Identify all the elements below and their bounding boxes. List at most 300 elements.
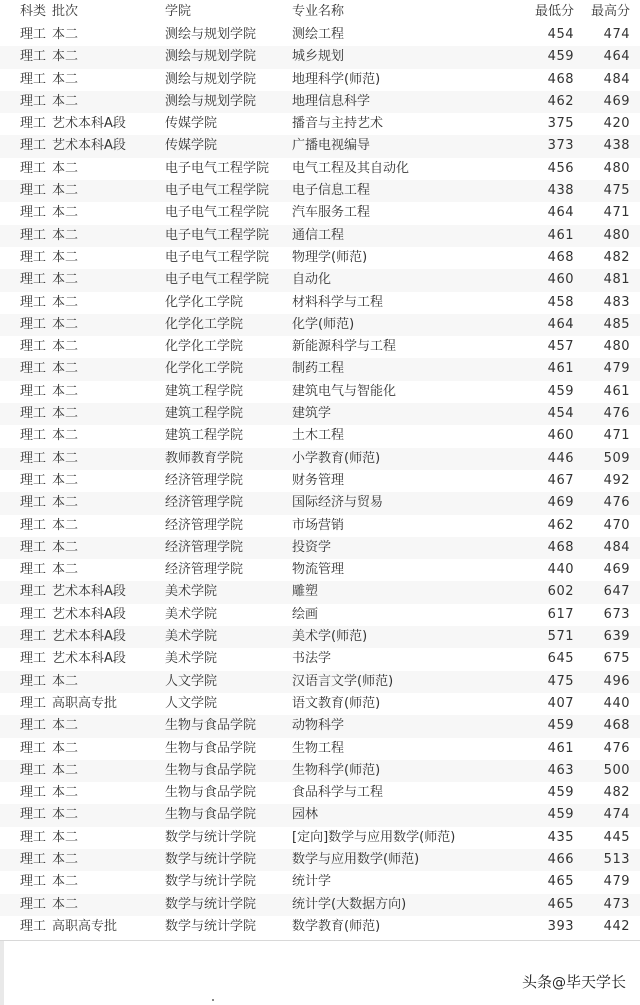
cell-batch: 本二 [52,183,79,199]
cell-college: 测绘与规划学院 [165,27,257,42]
table-row [0,559,640,581]
cell-max-score: 479 [603,361,630,377]
cell-subject-type: 理工 [20,49,47,65]
cell-max-score: 469 [603,93,630,109]
cell-max-score: 484 [603,539,630,555]
table-row [0,626,640,648]
cell-major-name: 通信工程 [292,227,345,243]
table-row [0,314,640,336]
cell-subject-type: 理工 [20,472,47,488]
watermark-handle: 毕天学长 [565,973,626,991]
cell-major-name: 生物科学(师范) [292,762,381,778]
cell-college: 美术学院 [165,629,218,645]
table-row [0,46,640,68]
cell-major-name: 地理信息科学 [292,93,371,109]
cell-min-score: 373 [547,138,574,154]
cell-major-name: 测绘工程 [292,27,345,42]
cell-major-name: 汽车服务工程 [292,205,371,221]
table-row [0,604,640,626]
cell-batch: 本二 [52,272,79,288]
cell-subject-type: 理工 [20,339,47,355]
cell-min-score: 617 [547,606,574,622]
cell-batch: 本二 [52,851,79,867]
cell-subject-type: 理工 [20,406,47,422]
cell-max-score: 475 [603,183,630,199]
header-subject-type: 科类 [20,4,47,19]
cell-subject-type: 理工 [20,785,47,801]
cell-college: 美术学院 [165,584,218,600]
cell-major-name: 国际经济与贸易 [292,495,384,511]
table-row [0,916,640,938]
cell-batch: 本二 [52,562,79,578]
cell-batch: 艺术本科A段 [52,651,126,667]
cell-major-name: 物理学(师范) [292,249,368,265]
source-watermark [522,971,626,992]
cell-major-name: 新能源科学与工程 [292,339,397,355]
cell-batch: 本二 [52,428,79,444]
small-dot-mark [212,999,214,1001]
cell-min-score: 375 [547,116,574,132]
table-row [0,515,640,537]
cell-batch: 本二 [52,740,79,756]
cell-subject-type: 理工 [20,450,47,466]
cell-batch: 本二 [52,316,79,332]
cell-major-name: 建筑学 [292,406,332,422]
cell-max-score: 485 [603,316,630,332]
cell-max-score: 461 [603,383,630,399]
table-row [0,358,640,380]
cell-min-score: 460 [547,428,574,444]
cell-min-score: 571 [547,629,574,645]
cell-subject-type: 理工 [20,93,47,109]
cell-college: 生物与食品学院 [165,762,257,778]
cell-min-score: 467 [547,472,574,488]
cell-major-name: 广播电视编导 [292,138,371,154]
cell-max-score: 509 [603,450,630,466]
table-row [0,693,640,715]
cell-max-score: 474 [603,807,630,823]
cell-min-score: 461 [547,361,574,377]
cell-subject-type: 理工 [20,138,47,154]
cell-min-score: 435 [547,829,574,845]
cell-max-score: 500 [603,762,630,778]
cell-college: 教师教育学院 [165,450,244,466]
table-row [0,827,640,849]
cell-subject-type: 理工 [20,205,47,221]
cell-college: 人文学院 [165,673,218,689]
cell-min-score: 465 [547,874,574,890]
cell-college: 电子电气工程学院 [165,227,270,243]
cell-subject-type: 理工 [20,896,47,912]
cell-subject-type: 理工 [20,116,47,132]
table-row [0,91,640,113]
cell-max-score: 469 [603,562,630,578]
cell-major-name: 汉语言文学(师范) [292,673,394,689]
cell-college: 测绘与规划学院 [165,93,257,109]
cell-major-name: 自动化 [292,272,332,288]
cell-college: 生物与食品学院 [165,718,257,734]
cell-major-name: 雕塑 [292,584,319,600]
cell-major-name: 动物科学 [292,718,345,734]
cell-major-name: 化学(师范) [292,316,355,332]
table-row [0,269,640,291]
cell-min-score: 459 [547,718,574,734]
cell-subject-type: 理工 [20,249,47,265]
cell-max-score: 483 [603,294,630,310]
header-batch: 批次 [52,4,79,19]
cell-college: 化学化工学院 [165,361,244,377]
cell-subject-type: 理工 [20,740,47,756]
cell-batch: 本二 [52,339,79,355]
cell-subject-type: 理工 [20,517,47,533]
watermark-at: @ [551,975,566,991]
cell-college: 经济管理学院 [165,495,244,511]
table-row [0,804,640,826]
cell-batch: 本二 [52,517,79,533]
cell-min-score: 645 [547,651,574,667]
cell-subject-type: 理工 [20,316,47,332]
cell-major-name: 播音与主持艺术 [292,116,384,132]
header-major-name: 专业名称 [292,4,345,19]
cell-min-score: 393 [547,918,574,934]
cell-batch: 本二 [52,49,79,65]
cell-college: 美术学院 [165,651,218,667]
table-row [0,247,640,269]
cell-college: 经济管理学院 [165,562,244,578]
cell-max-score: 492 [603,472,630,488]
cell-max-score: 468 [603,718,630,734]
cell-subject-type: 理工 [20,584,47,600]
cell-major-name: 物流管理 [292,562,345,578]
table-row [0,782,640,804]
cell-max-score: 639 [603,629,630,645]
cell-subject-type: 理工 [20,718,47,734]
cell-subject-type: 理工 [20,562,47,578]
cell-subject-type: 理工 [20,695,47,711]
cell-batch: 本二 [52,93,79,109]
cell-college: 生物与食品学院 [165,740,257,756]
cell-max-score: 470 [603,517,630,533]
cell-max-score: 480 [603,227,630,243]
cell-min-score: 459 [547,383,574,399]
cell-batch: 本二 [52,383,79,399]
table-row [0,425,640,447]
cell-college: 传媒学院 [165,116,218,132]
table-row [0,671,640,693]
cell-max-score: 476 [603,406,630,422]
cell-subject-type: 理工 [20,762,47,778]
cell-max-score: 440 [603,695,630,711]
cell-max-score: 480 [603,339,630,355]
cell-batch: 本二 [52,718,79,734]
cell-college: 经济管理学院 [165,517,244,533]
cell-college: 化学化工学院 [165,339,244,355]
cell-subject-type: 理工 [20,606,47,622]
table-row [0,470,640,492]
cell-batch: 本二 [52,539,79,555]
cell-major-name: 小学教育(师范) [292,450,381,466]
cell-college: 化学化工学院 [165,316,244,332]
cell-max-score: 420 [603,116,630,132]
cell-min-score: 462 [547,517,574,533]
cell-subject-type: 理工 [20,160,47,176]
cell-major-name: 地理科学(师范) [292,71,381,87]
cell-min-score: 446 [547,450,574,466]
cell-major-name: 食品科学与工程 [292,785,384,801]
cell-major-name: 财务管理 [292,472,345,488]
cell-min-score: 454 [547,406,574,422]
cell-batch: 本二 [52,785,79,801]
cell-subject-type: 理工 [20,539,47,555]
cell-min-score: 459 [547,807,574,823]
cell-subject-type: 理工 [20,383,47,399]
cell-major-name: 绘画 [292,606,319,622]
cell-batch: 本二 [52,472,79,488]
cell-major-name: 生物工程 [292,740,345,756]
cell-min-score: 464 [547,205,574,221]
cell-min-score: 468 [547,539,574,555]
cell-college: 生物与食品学院 [165,807,257,823]
cell-batch: 本二 [52,71,79,87]
table-row [0,69,640,91]
cell-max-score: 673 [603,606,630,622]
cell-major-name: [定向]数学与应用数学(师范) [292,829,456,845]
table-row [0,648,640,670]
cell-major-name: 城乡规划 [292,49,345,65]
table-body [0,24,640,938]
cell-max-score: 675 [603,651,630,667]
cell-college: 建筑工程学院 [165,428,244,444]
cell-batch: 本二 [52,27,79,42]
cell-min-score: 461 [547,227,574,243]
cell-subject-type: 理工 [20,874,47,890]
cell-max-score: 445 [603,829,630,845]
cell-college: 测绘与规划学院 [165,71,257,87]
cell-subject-type: 理工 [20,428,47,444]
cell-batch: 本二 [52,361,79,377]
table-row [0,715,640,737]
cell-min-score: 438 [547,183,574,199]
cell-max-score: 647 [603,584,630,600]
header-min-score: 最低分 [534,4,574,19]
cell-subject-type: 理工 [20,807,47,823]
cell-subject-type: 理工 [20,183,47,199]
table-row [0,381,640,403]
cell-college: 建筑工程学院 [165,406,244,422]
cell-min-score: 462 [547,93,574,109]
cell-major-name: 统计学(大数据方向) [292,896,407,912]
table-row [0,537,640,559]
cell-max-score: 513 [603,851,630,867]
cell-min-score: 454 [547,27,574,42]
cell-batch: 本二 [52,896,79,912]
cell-max-score: 442 [603,918,630,934]
cell-min-score: 463 [547,762,574,778]
watermark-prefix: 头条 [521,973,552,991]
cell-max-score: 474 [603,27,630,42]
cell-min-score: 468 [547,71,574,87]
cell-major-name: 投资学 [292,539,332,555]
cell-max-score: 473 [603,896,630,912]
cell-college: 经济管理学院 [165,472,244,488]
cell-min-score: 460 [547,272,574,288]
cell-subject-type: 理工 [20,851,47,867]
cell-batch: 本二 [52,450,79,466]
cell-major-name: 数学与应用数学(师范) [292,851,420,867]
cell-major-name: 统计学 [292,874,332,890]
cell-batch: 本二 [52,762,79,778]
cell-batch: 本二 [52,406,79,422]
cell-batch: 本二 [52,495,79,511]
cell-min-score: 459 [547,49,574,65]
cell-subject-type: 理工 [20,272,47,288]
cell-min-score: 440 [547,562,574,578]
cell-major-name: 电气工程及其自动化 [292,160,410,176]
cell-major-name: 园林 [292,807,319,823]
cell-max-score: 482 [603,249,630,265]
table-row [0,135,640,157]
cell-major-name: 材料科学与工程 [292,294,384,310]
cell-min-score: 469 [547,495,574,511]
cell-min-score: 602 [547,584,574,600]
cell-major-name: 语文教育(师范) [292,695,381,711]
cell-subject-type: 理工 [20,918,47,934]
cell-max-score: 496 [603,673,630,689]
cell-college: 建筑工程学院 [165,383,244,399]
cell-college: 经济管理学院 [165,539,244,555]
cell-max-score: 464 [603,49,630,65]
table-row [0,225,640,247]
table-row [0,403,640,425]
cell-batch: 艺术本科A段 [52,138,126,154]
cell-batch: 本二 [52,227,79,243]
cell-major-name: 数学教育(师范) [292,918,381,934]
cell-min-score: 466 [547,851,574,867]
cell-batch: 高职高专批 [52,695,118,711]
cell-max-score: 476 [603,495,630,511]
cell-max-score: 480 [603,160,630,176]
table-row [0,292,640,314]
table-row [0,871,640,893]
cell-college: 电子电气工程学院 [165,272,270,288]
cell-major-name: 土木工程 [292,428,345,444]
cell-major-name: 美术学(师范) [292,629,368,645]
table-row [0,760,640,782]
cell-subject-type: 理工 [20,673,47,689]
table-header-row [0,0,640,24]
cell-major-name: 电子信息工程 [292,183,371,199]
cell-min-score: 461 [547,740,574,756]
cell-batch: 本二 [52,160,79,176]
cell-batch: 艺术本科A段 [52,606,126,622]
table-row [0,158,640,180]
cell-college: 电子电气工程学院 [165,183,270,199]
table-row [0,849,640,871]
cell-max-score: 471 [603,428,630,444]
table-row [0,202,640,224]
table-row [0,113,640,135]
cell-min-score: 464 [547,316,574,332]
cell-subject-type: 理工 [20,227,47,243]
cell-min-score: 458 [547,294,574,310]
table-row [0,180,640,202]
cell-major-name: 建筑电气与智能化 [292,383,397,399]
cell-max-score: 438 [603,138,630,154]
cell-max-score: 471 [603,205,630,221]
cell-college: 电子电气工程学院 [165,160,270,176]
cell-batch: 本二 [52,673,79,689]
cell-major-name: 书法学 [292,651,332,667]
table-row [0,448,640,470]
cell-max-score: 481 [603,272,630,288]
cell-batch: 本二 [52,205,79,221]
cell-subject-type: 理工 [20,629,47,645]
cell-batch: 艺术本科A段 [52,116,126,132]
cell-college: 生物与食品学院 [165,785,257,801]
left-edge-shade [0,941,4,1005]
cell-college: 电子电气工程学院 [165,249,270,265]
cell-max-score: 479 [603,874,630,890]
header-college: 学院 [165,4,192,19]
header-max-score: 最高分 [590,4,630,19]
cell-college: 数学与统计学院 [165,829,257,845]
table-row [0,894,640,916]
table-row [0,738,640,760]
table-row [0,336,640,358]
cell-college: 数学与统计学院 [165,918,257,934]
cell-batch: 本二 [52,807,79,823]
cell-major-name: 市场营销 [292,517,345,533]
cell-college: 数学与统计学院 [165,851,257,867]
cell-subject-type: 理工 [20,27,47,42]
cell-min-score: 407 [547,695,574,711]
cell-min-score: 468 [547,249,574,265]
cell-max-score: 484 [603,71,630,87]
cell-batch: 本二 [52,294,79,310]
page-footer-area [0,941,640,1005]
cell-batch: 艺术本科A段 [52,584,126,600]
table-row [0,581,640,603]
cell-min-score: 456 [547,160,574,176]
cell-batch: 高职高专批 [52,918,118,934]
cell-college: 化学化工学院 [165,294,244,310]
cell-subject-type: 理工 [20,829,47,845]
cell-subject-type: 理工 [20,651,47,667]
cell-subject-type: 理工 [20,71,47,87]
cell-subject-type: 理工 [20,294,47,310]
cell-college: 电子电气工程学院 [165,205,270,221]
cell-subject-type: 理工 [20,361,47,377]
cell-min-score: 459 [547,785,574,801]
cell-college: 数学与统计学院 [165,874,257,890]
cell-college: 传媒学院 [165,138,218,154]
cell-max-score: 476 [603,740,630,756]
cell-batch: 艺术本科A段 [52,629,126,645]
cell-batch: 本二 [52,249,79,265]
cell-subject-type: 理工 [20,495,47,511]
cell-college: 美术学院 [165,606,218,622]
cell-min-score: 457 [547,339,574,355]
table-row [0,24,640,46]
cell-batch: 本二 [52,829,79,845]
cell-max-score: 482 [603,785,630,801]
cell-college: 数学与统计学院 [165,896,257,912]
cell-min-score: 465 [547,896,574,912]
cell-batch: 本二 [52,874,79,890]
cell-college: 人文学院 [165,695,218,711]
cell-min-score: 475 [547,673,574,689]
cell-major-name: 制药工程 [292,361,345,377]
